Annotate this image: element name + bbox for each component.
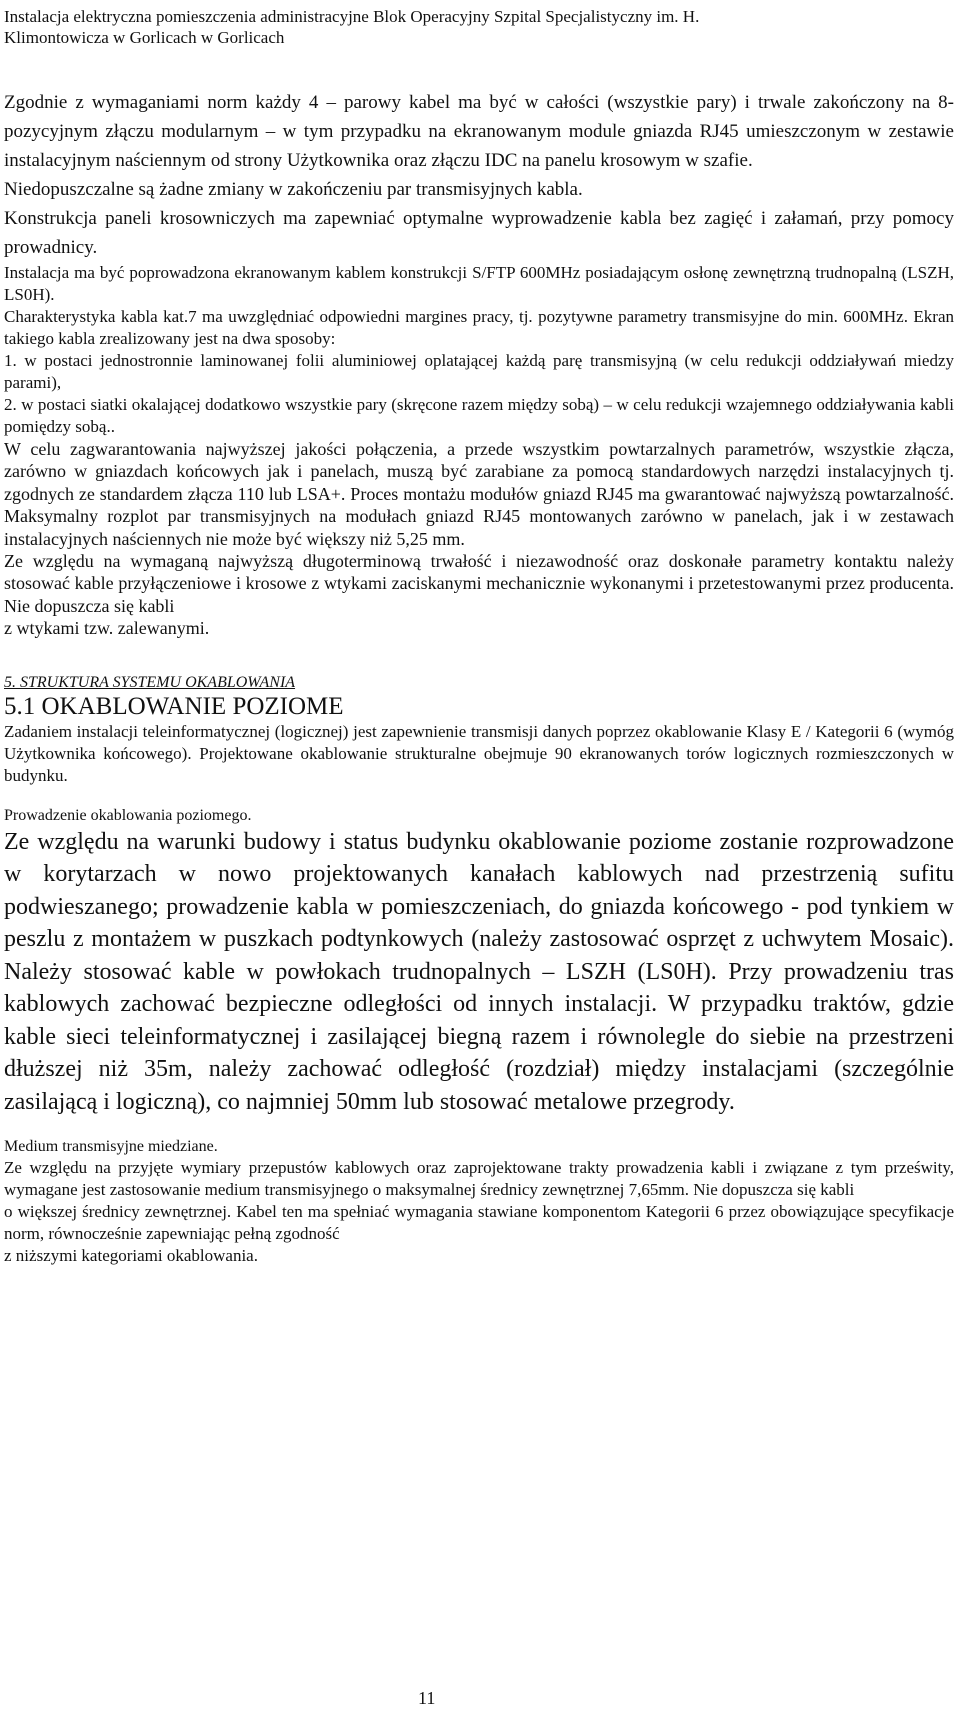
paragraph-medium-3: z niższymi kategoriami okablowania. (4, 1246, 258, 1266)
paragraph-cable-type: Instalacja ma być poprowadzona ekranowanym kablem konstrukcji S/FTP 600MHz posiadającym osłonę zewnętrzną trudnopalną (LSZH, LS0H). (4, 263, 954, 304)
section-heading: 5. STRUKTURA SYSTEMU OKABLOWANIA (4, 673, 296, 691)
paragraph-horizontal-cabling: Zadaniem instalacji teleinformatycznej (logicznej) jest zapewnienie transmisji danych poprzez okablowanie Klasy E / Kategorii 6 (wymóg Użytkownika końcowego). Projektowane okablowanie strukturalne obejmuje 90 ekranowanych torów logicznych rozmieszczonych w budynku. (4, 721, 954, 785)
document-header (4, 6, 954, 48)
paragraph-routing: Ze względu na warunki budowy i status budynku okablowanie poziome zostanie rozprowadzone w korytarzach w nowo projektowanych kanałach kablowych nad przestrzenią sufitu podwieszanego; prowadzenie kabla w pomieszczeniach, do gniazda końcowego - pod tynkiem w peszlu z montażem w puszkach podtynkowych (należy zastosować osprzęt z uchwytem Mosaic). Należy stosować kable w powłokach trudnopalnych – LSZH (LS0H). Przy prowadzeniu tras kablowych zachować bezpieczne odległości od innych instalacji. W przypadku traktów, gdzie kable sieci teleinformatycznej i zasilającej biegną razem i równolegle do siebie na przestrzeni dłuższej niż 35m, należy zachować odległość (rozdział) między instalacjami (szczególnie zasilającą i logiczną), co najmniej 50mm lub stosować metalowe przegrody. (4, 828, 954, 1115)
paragraph-patch-cords: Ze względu na wymaganą najwyższą długoterminową trwałość i niezawodność oraz doskonałe parametry kontaktu należy stosować kable przyłączeniowe i krosowe z wtykami zaciskanymi mechanicznie wykonanymi i przetestowanymi przez producenta. Nie dopuszcza się kabli (4, 551, 954, 616)
paragraph-patch-panels: Konstrukcja paneli krosowniczych ma zapewniać optymalne wyprowadzenie kabla bez zagięć i załamań, przy pomocy prowadnicy. (4, 208, 954, 258)
list-item-1: 1. w postaci jednostronnie laminowanej folii aluminiowej oplatającej każdą parę transmisyjną (w celu redukcji oddziaływań miedzy parami), (4, 351, 954, 392)
paragraph-cable-termination: Zgodnie z wymaganiami norm każdy 4 – parowy kabel ma być w całości (wszystkie pary) i trwale zakończony na 8-pozycyjnym złączu modularnym – w tym przypadku na ekranowanym module gniazda RJ45 umieszczonym w zestawie instalacyjnym naściennym od strony Użytkownika oraz złączu IDC na panelu krosowym w szafie. (4, 92, 954, 171)
routing-title: Prowadzenie okablowania poziomego. (4, 806, 252, 824)
list-item-2: 2. w postaci siatki okalającej dodatkowo wszystkie pary (skręcone razem między sobą) – w celu redukcji wzajemnego oddziaływania kabli pomiędzy sobą.. (4, 395, 954, 436)
paragraph-connectors: W celu zagwarantowania najwyższej jakości połączenia, a przede wszystkim powtarzalnych parametrów, wszystkie złącza, zarówno w gniazdach końcowych jak i panelach, muszą być zarabiane za pomocą standardowych narzędzi instalacyjnych tj. zgodnych ze standardem złącza 110 lub LSA+. Proces montażu modułów gniazd RJ45 ma gwarantować najwyższą powtarzalność. Maksymalny rozplot par transmisyjnych na modułach gniazd RJ45 montowanych zarówno w panelach, jak i w zestawach instalacyjnych naściennych nie może być większy niż 5,25 mm. (4, 439, 954, 549)
paragraph-patch-cords-end: z wtykami tzw. zalewanymi. (4, 618, 210, 639)
document-page (4, 0, 954, 1722)
page-number: 11 (418, 1688, 436, 1708)
paragraph-cable-characteristics: Charakterystyka kabla kat.7 ma uwzględniać odpowiedni margines pracy, tj. pozytywne parametry transmisyjne do min. 600MHz. Ekran takiego kabla zrealizowany jest na dwa sposoby: (4, 307, 954, 348)
medium-title: Medium transmisyjne miedziane. (4, 1138, 218, 1156)
header-line-1: Instalacja elektryczna pomieszczenia administracyjne Blok Operacyjny Szpital Specjalistyczny im. H. (4, 7, 700, 26)
header-line-2: Klimontowicza w Gorlicach w Gorlicach (4, 28, 285, 47)
paragraph-medium-2: o większej średnicy zewnętrznej. Kabel ten ma spełniać wymagania stawiane komponentom Kategorii 6 przez obowiązujące specyfikacje norm, równocześnie zapewniając pełną zgodność (4, 1202, 954, 1244)
paragraph-medium-1: Ze względu na przyjęte wymiary przepustów kablowych oraz zaprojektowane trakty prowadzenia kabli i związane z tym prześwity, wymagane jest zastosowanie medium transmisyjnego o maksymalnej średnicy zewnętrznej 7,65mm. Nie dopuszcza się kabli (4, 1158, 954, 1200)
subsection-heading: 5.1 OKABLOWANIE POZIOME (4, 692, 344, 720)
paragraph-no-changes: Niedopuszczalne są żadne zmiany w zakończeniu par transmisyjnych kabla. (4, 179, 583, 200)
